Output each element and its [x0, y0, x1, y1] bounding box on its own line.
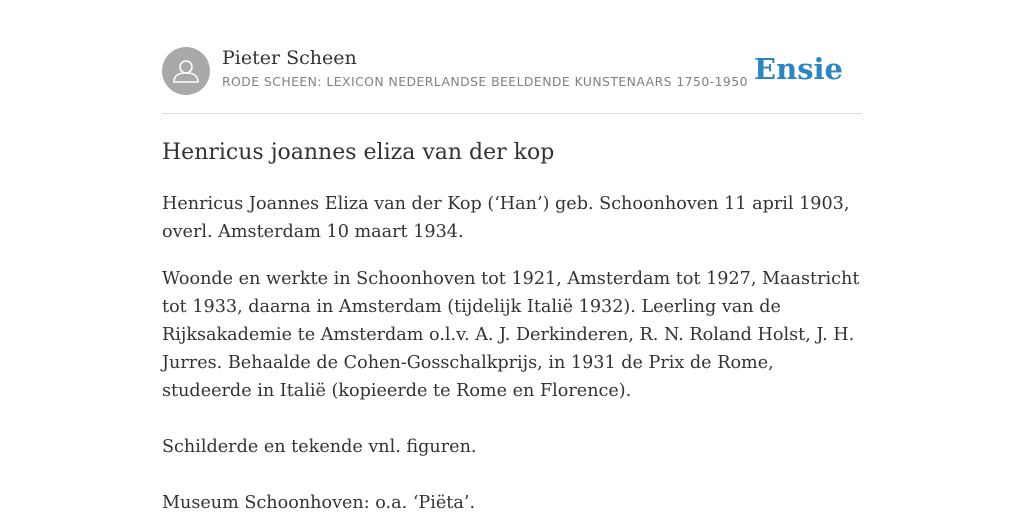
paragraph-birth-death: Henricus Joannes Eliza van der Kop (‘Han’) geb. Schoonhoven 11 april 1903, overl. Amsterdam 10 maart 1934.	[162, 194, 850, 242]
user-avatar-icon[interactable]	[162, 47, 210, 95]
paragraph-collections: Museum Schoonhoven: o.a. ‘Piëta’.	[162, 493, 476, 512]
author-name[interactable]: Pieter Scheen	[222, 47, 357, 69]
ensie-logo[interactable]: Ensie	[754, 52, 843, 86]
paragraph-subjects: Schilderde en tekende vnl. figuren.	[162, 437, 477, 457]
article-body	[162, 190, 862, 512]
person-outline-icon	[162, 47, 210, 95]
article-title: Henricus joannes eliza van der kop	[162, 140, 555, 165]
article-header	[162, 46, 862, 114]
paragraph-biography: Woonde en werkte in Schoonhoven tot 1921, Amsterdam tot 1927, Maastricht tot 1933, daarna in Amsterdam (tijdelijk Italië 1932). Leerling van de Rijksakademie te Amsterdam o.l.v. A. J. Derkinderen, R. N. Roland Holst, J. H. Jurres. Behaalde de Cohen-Gosschalkprijs, in 1931 de Prix de Rome, studeerde in Italië (kopieerde te Rome en Florence).	[162, 269, 860, 401]
author-source[interactable]: RODE SCHEEN: LEXICON NEDERLANDSE BEELDENDE KUNSTENAARS 1750-1950	[222, 74, 748, 89]
page	[162, 0, 862, 512]
